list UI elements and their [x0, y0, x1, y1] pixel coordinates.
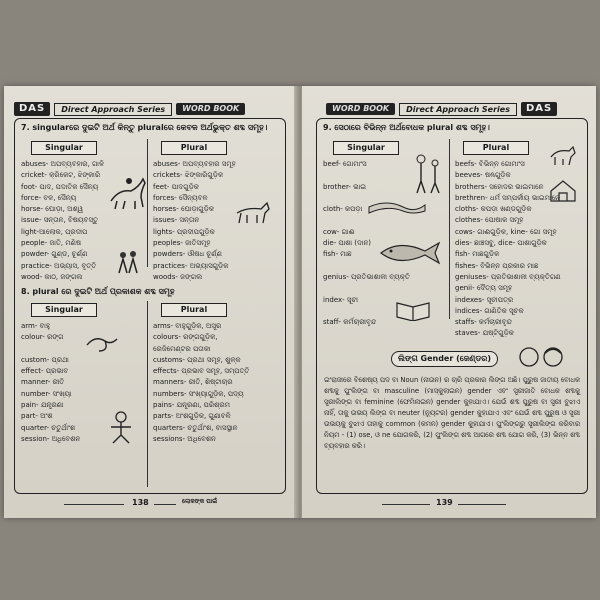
list-item: beefs- ବିଭିନ୍ନ ଗୋମାଂସ	[455, 160, 525, 168]
list-item: geniuses- ପ୍ରତିଭାଶାଳୀ ବ୍ୟକ୍ତିଗଣ	[455, 272, 561, 281]
section-7-plural-list	[153, 159, 236, 283]
list-item: parts- ଅଂଶଗୁଡ଼ିକ, ଗୁଣାବଳି	[153, 412, 231, 421]
list-item: numbers- ସଂଖ୍ୟାଗୁଡ଼ିକ, ପଦ୍ୟ	[153, 389, 244, 398]
list-item: pain- ଯନ୍ତ୍ରଣା	[21, 401, 64, 410]
list-item: forces- ସୈନ୍ୟବଳ	[153, 193, 208, 202]
list-item	[323, 283, 410, 294]
list-item: wood- କାଠ, ଜଙ୍ଗଲ	[21, 272, 83, 281]
list-item: force- ବଳ, ସୈନ୍ୟ	[21, 193, 77, 202]
list-item	[323, 215, 410, 226]
list-item: practice- ଅଭ୍ୟାସ, ବୃତ୍ତି	[21, 261, 97, 270]
list-item: beef- ଗୋମାଂସ	[323, 160, 367, 168]
list-item: abuses- ଅପବ୍ୟବହାର ସମୂହ	[153, 160, 236, 168]
brothers-illustration	[409, 153, 445, 197]
house-illustration	[549, 179, 577, 203]
left-page	[4, 86, 298, 518]
list-item: cricket- କ୍ରିକେଟ, ଝିଙ୍କାରି	[21, 171, 101, 180]
book-spread	[4, 86, 596, 518]
series-label: Direct Approach Series	[399, 103, 517, 116]
list-item: colours- ରଙ୍ଗଗୁଡ଼ିକ,	[153, 333, 218, 342]
list-item: cloths- କପଡ଼ା ଖଣ୍ଡଗୁଡ଼ିକ	[455, 205, 532, 214]
list-item: staffs- କର୍ମଚାରୀବୃନ୍ଦ	[455, 318, 512, 327]
section-7-singular-list	[21, 159, 104, 283]
left-page-number: 138	[132, 498, 149, 507]
section-7-title: 7. singularରେ ଦୁଇଟି ଅର୍ଥ କିନ୍ତୁ pluralରେ କେବଳ ଅର୍ଥଭୁକ୍ତ ଶବ୍ଦ ସମୂହ।	[21, 123, 268, 132]
right-content-box	[316, 118, 588, 494]
section-7-singular-header: Singular	[31, 141, 97, 155]
left-content-box	[14, 118, 286, 494]
list-item: die- ପାଶା (ଦାନ)	[323, 239, 372, 248]
left-footer-note: ଲୋକଙ୍କ ପାଇଁ	[182, 498, 218, 505]
list-item: light-ଆଲୋକ, ପ୍ରଦୀପ	[21, 227, 88, 236]
list-item: issues- ସନ୍ତାନ	[153, 216, 200, 225]
list-item: part- ଅଂଶ	[21, 412, 53, 421]
list-item: crickets- ଝିଙ୍କାରିଗୁଡ଼ିକ	[153, 171, 224, 180]
list-item: peoples- ଜାତିସମୂହ	[153, 239, 211, 248]
left-footer-rule-1	[64, 504, 124, 505]
list-item: index- ସୂଚୀ	[323, 295, 358, 304]
list-item: cows- ଗାଈଗୁଡ଼ିକ, kine- ଗୋ ସମୂହ	[455, 227, 557, 236]
section-8-singular-header: Singular	[31, 303, 97, 317]
list-item: customs- ପ୍ରଥା ସମୂହ, ଶୁଳ୍କ	[153, 355, 241, 364]
section-8-singular-list	[21, 321, 80, 445]
section-9-plural-header: Plural	[463, 141, 529, 155]
list-item: fishes- ବିଭିନ୍ନ ପ୍ରକାର ମାଛ	[455, 261, 539, 270]
left-header	[14, 102, 245, 116]
list-item: fish- ମାଛଗୁଡ଼ିକ	[455, 250, 500, 259]
list-item: powder- ଗୁଣ୍ଡ, ଚୂର୍ଣ୍ଣ	[21, 250, 88, 259]
list-item: clothes- ପୋଷାକ ସମୂହ	[455, 216, 524, 225]
list-item: arm- ବାହୁ	[21, 322, 51, 330]
list-item: staves- ଯଷ୍ଟିଗୁଡ଼ିକ	[455, 329, 514, 338]
series-label: Direct Approach Series	[54, 103, 172, 116]
list-item: quarters- ଚତୁର୍ଥାଂଶ, ବାସସ୍ଥାନ	[153, 423, 238, 432]
man-woman-illustration	[517, 345, 567, 371]
section-8-plural-list	[153, 321, 249, 445]
list-item: manners- ରୀତି, ଶିଷ୍ଟାଚାର	[153, 378, 233, 387]
left-footer-rule-2	[154, 504, 176, 505]
right-page-number: 139	[436, 498, 453, 507]
list-item: effects- ପ୍ରଭାବ ସମୂହ, ସମ୍ପତ୍ତି	[153, 367, 250, 376]
list-item: number- ସଂଖ୍ୟା	[21, 389, 72, 398]
list-item: powders- ଔଷଧ ଚୂର୍ଣ୍ଣ	[153, 250, 222, 259]
section-8-divider	[147, 301, 148, 487]
list-item: indices- ଗାଣିତିକ ସୂଚକ	[455, 306, 524, 315]
cloth-illustration	[367, 199, 427, 215]
list-item: effect- ପ୍ରଭାବ	[21, 367, 69, 376]
section-9-singular-header: Singular	[333, 141, 399, 155]
list-item: cow- ଗାଈ	[323, 227, 355, 236]
list-item: colour- ରଙ୍ଗ	[21, 333, 64, 342]
gender-heading: ଲିଙ୍ଗ Gender (ଜେଣ୍ଡର)	[391, 351, 498, 367]
beef-illustration	[547, 145, 577, 169]
list-item: horse- ଘୋଡ଼ା, ଅଶ୍ୱ	[21, 205, 84, 214]
list-item: beeves- ଷଣ୍ଢଗୁଡ଼ିକ	[455, 171, 511, 180]
list-item	[323, 170, 410, 181]
pain-illustration	[101, 409, 141, 445]
list-item: fish- ମାଛ	[323, 250, 352, 259]
section-7-plural-header: Plural	[161, 141, 227, 155]
section-7-divider	[147, 139, 148, 267]
people-illustration	[115, 249, 145, 275]
list-item: lights- ପ୍ରଦୀପଗୁଡ଼ିକ	[153, 227, 215, 236]
word-book-label: WORD BOOK	[176, 103, 245, 115]
list-item: genii- ଦୈତ୍ୟ ସମୂହ	[455, 284, 513, 293]
arm-illustration	[85, 333, 121, 355]
index-book-illustration	[393, 299, 433, 321]
horse-illustration	[233, 199, 273, 227]
list-item: woods- ଜଙ୍ଗଲ	[153, 272, 203, 281]
list-item: issue- ସନ୍ତାନ, ବିଷୟବସ୍ତୁ	[21, 216, 99, 225]
list-item: feet- ପାଦଗୁଡ଼ିକ	[153, 182, 199, 191]
list-item: brothers- ସହୋଦର ଭାଇମାନେ	[455, 182, 544, 191]
list-item: arms- ବାହୁଗୁଡ଼ିକ, ଅସ୍ତ୍ର	[153, 322, 222, 330]
section-9-plural-list	[455, 159, 561, 340]
right-footer-rule-1	[382, 504, 430, 505]
right-footer-rule-2	[458, 504, 506, 505]
list-item: foot- ପାଦ, ପଦାତିକ ସୈନ୍ୟ	[21, 182, 99, 191]
list-item: sessions- ଅଧିବେଶନ	[153, 434, 216, 443]
list-item: custom- ପ୍ରଥା	[21, 355, 69, 364]
list-item	[21, 344, 80, 355]
das-logo: DAS	[14, 102, 50, 116]
horse-rider-illustration	[107, 171, 147, 211]
fish-illustration	[377, 239, 443, 267]
right-header	[326, 102, 557, 116]
list-item: brother- ଭାଇ	[323, 182, 367, 191]
list-item: cloth- କପଡ଼ା	[323, 205, 363, 214]
list-item: horses- ଘୋଡ଼ାଗୁଡ଼ିକ	[153, 205, 214, 214]
list-item: quarter- ଚତୁର୍ଥାଂଶ	[21, 423, 76, 432]
list-item: abuses- ଅପବ୍ୟବହାର, ଗାଳି	[21, 160, 105, 168]
list-item: genius- ପ୍ରତିଭାଶାଳୀ ବ୍ୟକ୍ତି	[323, 272, 410, 281]
gender-paragraph: ଇଂରାଜୀରେ ବିଶେଷ୍ୟ ପଦ ବା Noun (ନାଉନ) ର ଚାରି ପ୍ରକାର ଲିଙ୍ଗ ଅଛି। ପୁରୁଷ ଜାତୀୟ ବୋଧକ ଶବ୍ଦକୁ ପୁଂଲିଙ୍ଗ ବା masculine (ମାସ୍କୁଲାଇନ) gender ଏବଂ ସ୍ତ୍ରୀଜାତି ବୋଧକ ଶବ୍ଦକୁ ସ୍ତ୍ରୀଲିଙ୍ଗ ବା feminine (ଫେମିନାଇନ) gender କୁହାଯାଏ। ଯେଉଁ ଶବ୍ଦ ପୁରୁଷ ବା ସ୍ତ୍ରୀ ବୁଝାଏ ନାହିଁ, ତାକୁ ଉଭୟ ଲିଙ୍ଗ ବା neuter (ନ୍ୟୁଟର) gender କୁହାଯାଏ ଏବଂ ଯେଉଁ ଶବ୍ଦ ପୁରୁଷ ଓ ସ୍ତ୍ରୀ ଉଭୟକୁ ବୁଝାଏ ତାହାକୁ common (କମନ) gender କୁହାଯାଏ। ପୁଂଲିଙ୍ଗରୁ ସ୍ତ୍ରୀଲିଙ୍ଗ କରିବାର ନିୟମ - (1) ose, ଓ ne ଯୋଗକରି, (2) ପୁଂଲିଙ୍ଗ ଶବ୍ଦ ଆଗରେ ଶବ୍ଦ ଯୋଗ କରି, (3) ଭିନ୍ନ ଶବ୍ଦ ବ୍ୟବହାର କରି।	[324, 376, 580, 450]
list-item: ରେଜିମେଣ୍ଟର ପତାକା	[153, 344, 211, 353]
word-book-label: WORD BOOK	[326, 103, 395, 115]
list-item: dies- ଛାଞ୍ଚସବୁ, dice- ପାଶାଗୁଡ଼ିକ	[455, 239, 547, 248]
das-logo: DAS	[521, 102, 557, 116]
list-item: pains- ଯନ୍ତ୍ରଣା, ପରିଶ୍ରମ	[153, 401, 230, 410]
list-item: session- ଅଧିବେଶନ	[21, 434, 81, 443]
list-item: indexes- ସୂଚୀପତ୍ର	[455, 295, 514, 304]
section-8-plural-header: Plural	[161, 303, 227, 317]
list-item: people- ଜାତି, ମଣିଷ	[21, 239, 82, 248]
list-item: brethren- ଧର୍ମ ସମ୍ପର୍କୀୟ ଭାଇମାନେ	[455, 193, 560, 202]
section-9-title: 9. ସେଠାରେ ବିଭିନ୍ନ ଅର୍ଥବୋଧକ plural ଶବ୍ଦ ସମୂହ।	[323, 123, 490, 132]
section-8-title: 8. plural ରେ ଦୁଇଟି ଅର୍ଥ ପ୍ରକାଶକ ଶବ୍ଦ ସମୂହ	[21, 287, 175, 296]
list-item: staff- କର୍ମଚାରୀବୃନ୍ଦ	[323, 318, 377, 327]
section-9-divider	[449, 139, 450, 319]
right-page	[302, 86, 596, 518]
list-item: manner- ରୀତି	[21, 378, 65, 387]
list-item: practices- ଅଭ୍ୟାସଗୁଡ଼ିକ	[153, 261, 229, 270]
